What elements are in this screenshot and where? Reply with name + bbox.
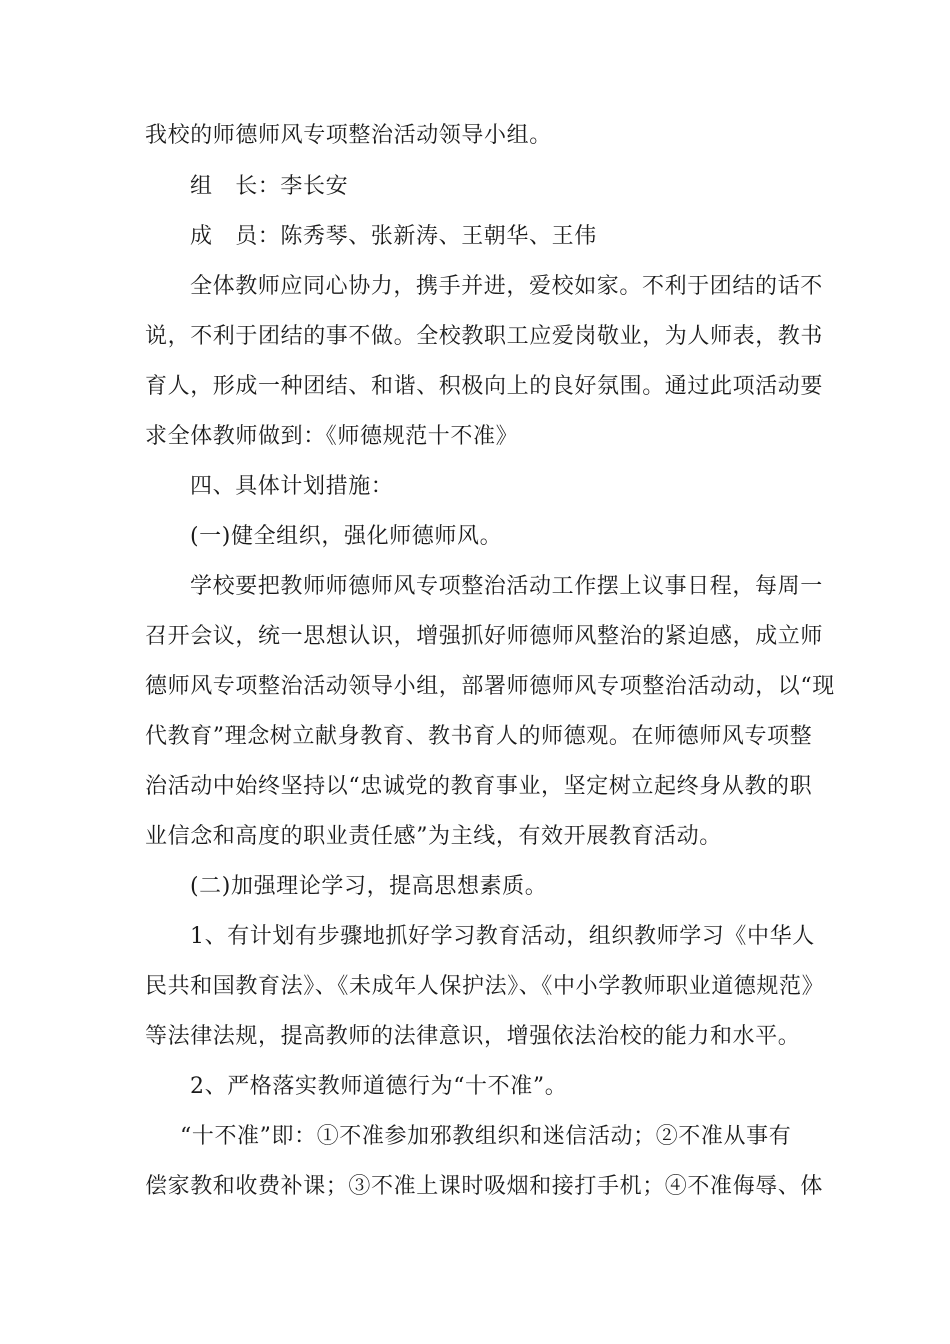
text-line: 求全体教师做到：《师德规范十不准》 (145, 424, 519, 449)
text-line: 说，不利于团结的事不做。全校教职工应爱岗敬业，为人师表，教书 (145, 324, 824, 349)
text-line: 德师风专项整治活动领导小组，部署师德师风专项整治活动动，以“现 (145, 674, 835, 699)
section-heading: 四、具体计划措施： (190, 474, 394, 499)
subsection-heading: (二)加强理论学习，提高思想素质。 (190, 874, 548, 899)
text-line: 2、严格落实教师道德行为“十不准”。 (190, 1074, 568, 1099)
text-line: 民共和国教育法》、《未成年人保护法》、《中小学教师职业道德规范》 (145, 974, 825, 999)
text-line: 1、有计划有步骤地抓好学习教育活动，组织教师学习《中华人 (190, 924, 815, 949)
text-line: 治活动中始终坚持以“忠诚党的教育事业，坚定树立起终身从教的职 (145, 774, 813, 799)
text-line: 召开会议，统一思想认识，增强抓好师德师风整治的紧迫感，成立师 (145, 624, 824, 649)
text-line: 等法律法规，提高教师的法律意识，增强依法治校的能力和水平。 (145, 1024, 801, 1049)
text-line: 偿家教和收费补课；③不准上课时吸烟和接打手机；④不准侮辱、体 (145, 1174, 824, 1199)
text-line: 育人，形成一种团结、和谐、积极向上的良好氛围。通过此项活动要 (145, 374, 824, 399)
text-line: 学校要把教师师德师风专项整治活动工作摆上议事日程，每周一 (190, 574, 823, 599)
text-line: 组 长：李长安 (190, 174, 349, 199)
text-line: 我校的师德师风专项整治活动领导小组。 (145, 123, 552, 148)
text-line: 业信念和高度的职业责任感”为主线，有效开展教育活动。 (145, 824, 722, 849)
text-line: 全体教师应同心协力，携手并进，爱校如家。不利于团结的话不 (190, 274, 823, 299)
text-line: 代教育”理念树立献身教育、教书育人的师德观。在师德师风专项整 (145, 724, 813, 749)
text-line: “十不准”即：①不准参加邪教组织和迷信活动；②不准从事有 (180, 1124, 792, 1149)
subsection-heading: (一)健全组织，强化师德师风。 (190, 524, 503, 549)
text-line: 成 员：陈秀琴、张新涛、王朝华、王伟 (190, 224, 597, 249)
